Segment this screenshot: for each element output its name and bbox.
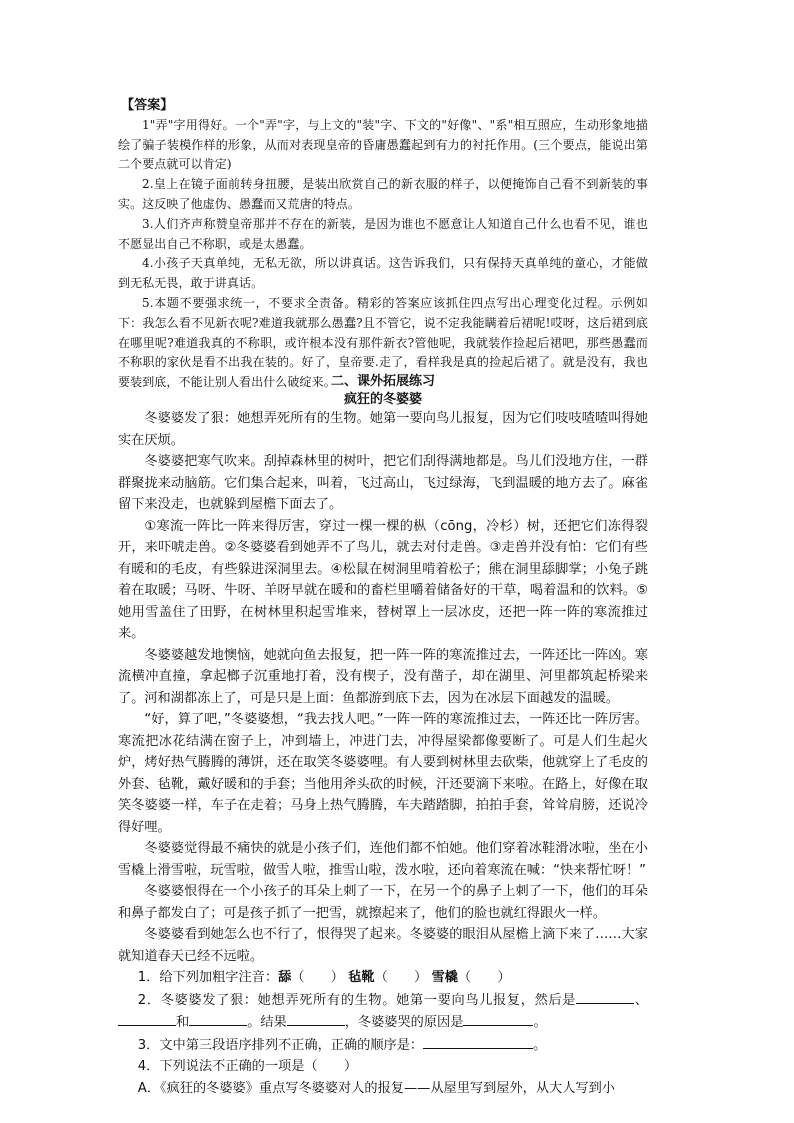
answer-blank[interactable]: [287, 1011, 345, 1026]
story-paragraph: 冬婆婆发了狠：她想弄死所有的生物。她第一要向鸟儿报复，因为它们吱吱喳喳叫得她实在厌烦。: [118, 411, 648, 448]
question-4: 4．下列说法不正确的一项是（ ）: [137, 1059, 358, 1074]
answer-section: [118, 96, 648, 393]
story-paragraph: 冬婆婆觉得最不痛快的就是小孩子们，连他们都不怕她。他们穿着冰鞋滑冰啦，坐在小雪橇上滑雪啦，玩雪啦，做雪人啦，推雪山啦，泼水啦，还向着寒流在喊：“快来帮忙呀！”: [118, 841, 648, 878]
answer-blank[interactable]: [118, 1011, 176, 1026]
answer-item: 1"弄"字用得好。一个"弄"字，与上文的"装"字、下文的"好像"、"系"相互照应，生动形象地描绘了骗子装模作样的形象，从而对表现皇帝的昏庸愚蠢起到有力的衬托作用。(三个要点，能说出第二个要点就可以肯定): [118, 117, 648, 172]
bold-word: 雪橇: [431, 970, 458, 985]
story-body: [118, 408, 648, 1099]
answer-blank[interactable]: [463, 1011, 533, 1026]
story-title: 疯狂的冬婆婆: [343, 392, 422, 407]
answer-item: 3.人们齐声称赞皇帝那并不存在的新装，是因为谁也不愿意让人知道自己什么也看不见，谁也不愿显出自己不称职，或是太愚蠢。: [118, 216, 648, 251]
answer-item: 2.皇上在镜子面前转身扭腰，是装出欣赏自己的新衣服的样子，以便掩饰自己看不到新装的事实。这反映了他虚伪、愚蠢而又荒唐的特点。: [118, 177, 648, 211]
question-1: 1．给下列加粗字注音：舔（ ） 毡靴（ ） 雪橇（ ）: [137, 970, 511, 985]
answer-blank[interactable]: [576, 989, 634, 1004]
question-3: 3．文中第三段语序排列不正确，正确的顺序是： 。: [118, 1034, 648, 1057]
story-paragraph: 冬婆婆恨得在一个小孩子的耳朵上刺了一下，在另一个的鼻子上刺了一下，他们的耳朵和鼻子都发白了；可是孩子抓了一把雪，就擦起来了，他们的脸也就红得跟火一样。: [118, 884, 648, 921]
bold-word: 舔: [278, 970, 292, 985]
story-paragraph: 冬婆婆把寒气吹来。刮掉森林里的树叶，把它们刮得满地都是。鸟儿们没地方住，一群群聚拢来动脑筋。它们集合起来，叫着，飞过高山，飞过绿海，飞到温暖的地方去了。麻雀留下来没走，也就躲到屋檐下面去了。: [118, 454, 648, 512]
answer-blank[interactable]: [423, 1034, 533, 1049]
answer-heading: 【答案】: [121, 98, 174, 113]
question-2: 2．冬婆婆发了狠：她想弄死所有的生物。她第一要向鸟儿报复，然后是 、和 。结果 ，冬婆婆哭的原因是 。: [118, 989, 648, 1034]
section-title: 二、课外拓展练习: [330, 374, 435, 389]
story-paragraph: ①寒流一阵比一阵来得厉害，穿过一棵一棵的枞（cōng，冷杉）树，还把它们冻得裂开，来吓唬走兽。②冬婆婆看到她弄不了鸟儿，就去对付走兽。③走兽并没有怕：它们有些有暖和的毛皮，有些躲进深洞里去。④松鼠在树洞里啃着松子；熊在洞里舔脚掌；小兔子跳着在取暖；马呀、牛呀、羊呀早就在暖和的畜栏里嚼着储备好的干草，喝着温和的饮料。⑤她用雪盖住了田野，在树林里积起雪堆来，替树罩上一层冰皮，还把一阵一阵的寒流推过来。: [118, 518, 648, 641]
story-paragraph: 冬婆婆越发地懊恼，她就向鱼去报复，把一阵一阵的寒流推过去，一阵还比一阵凶。寒流横冲直撞，拿起榔子沉重地打着，没有楔子，没有凿子，却在湖里、河里都筑起桥梁来了。河和湖都冻上了，可是只是上面：鱼都游到底下去，因为在冰层下面越发的温暖。: [118, 647, 648, 706]
answer-item: 4.小孩子天真单纯，无私无欲，所以讲真话。这告诉我们，只有保持天真单纯的童心，才能做到无私无畏，敢于讲真话。: [118, 256, 648, 291]
story-paragraph: 冬婆婆看到她怎么也不行了，恨得哭了起来。冬婆婆的眼泪从屋檐上滴下来了……大家就知道春天已经不远啦。: [118, 927, 648, 964]
answer-blank[interactable]: [189, 1011, 247, 1026]
answer-item: 5.本题不要强求统一，不要求全责备。精彩的答案应该抓住四点写出心理变化过程。示例如下：我怎么看不见新衣呢?难道我就那么愚蠢?且不管它，说不定我能瞒着后裙呢!哎呀，这后裙到底在哪里呢?难道我真的不称职，或许根本没有那件新衣?管他呢，我就装作捡起后裙吧，那些愚蠢而不称职的家伙是看不出我在装的。好了，皇帝要.走了，看样我是真的捡起后裙了。就是没有，我也要装到底，不能让别人看出什么破绽来。: [118, 295, 648, 390]
bold-word: 毡靴: [348, 970, 375, 985]
option-a: A．《疯狂的冬婆婆》重点写冬婆婆对人的报复——从屋里写到屋外，从大人写到小: [137, 1080, 615, 1096]
story-paragraph: “好，算了吧，”冬婆婆想，“我去找人吧。”一阵一阵的寒流推过去，一阵还比一阵厉害。寒流把冰花结满在窗子上，冲到墙上，冲进门去，冲得屋梁都像要断了。可是人们生起火炉，烤好热气腾腾的薄饼，还在取笑冬婆婆哩。有人要到树林里去砍柴，他就穿上了毛皮的外套、毡靴，戴好暖和的手套；当他用斧头砍的时候，汗还要滴下来啦。在路上，好像在取笑冬婆婆一样，车子在走着；马身上热气腾腾，车夫踏踏脚，拍拍手套，耸耸肩膀，还说冷得好哩。: [118, 712, 648, 835]
